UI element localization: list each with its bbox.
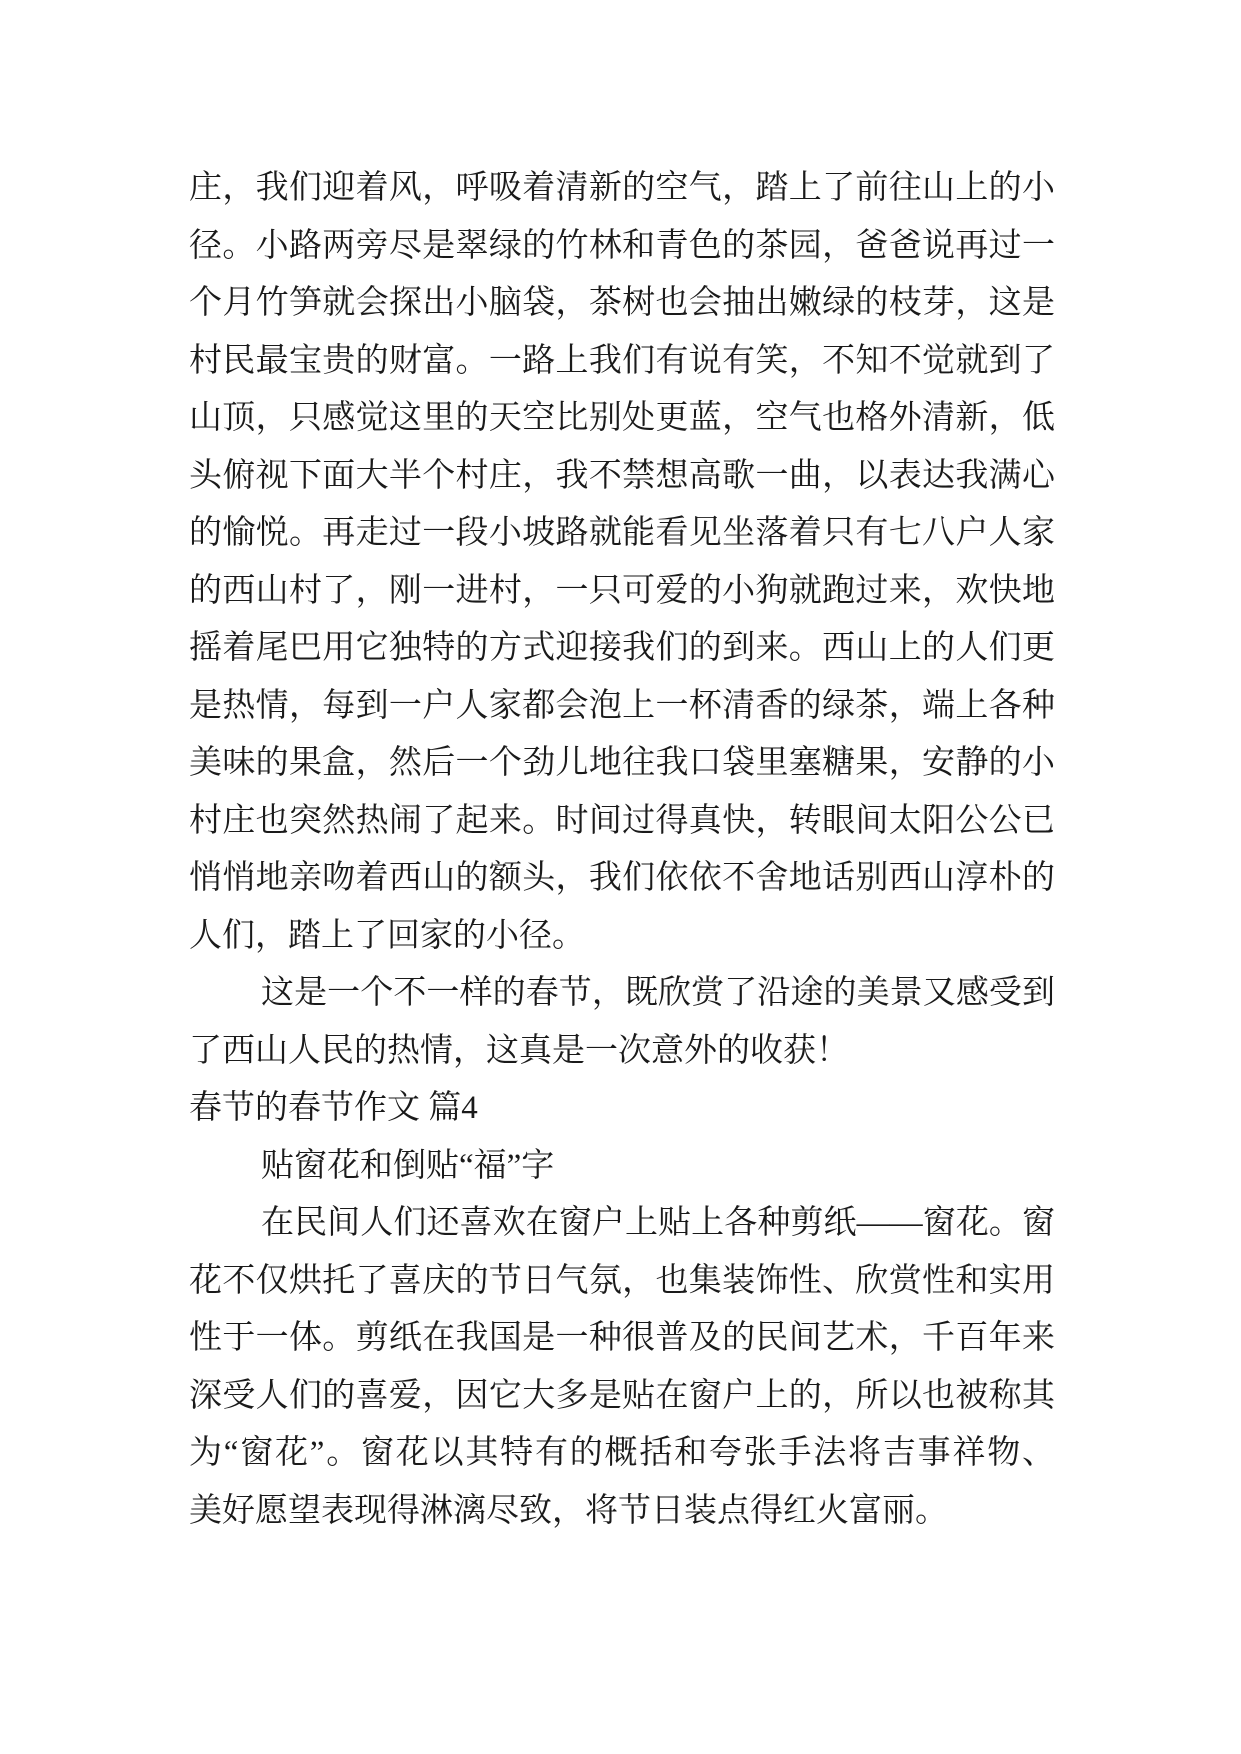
- text-line: 摇着尾巴用它独特的方式迎接我们的到来。西山上的人们更: [189, 630, 1055, 666]
- text-line: 美好愿望表现得淋漓尽致，将节日装点得红火富丽。: [189, 1492, 948, 1529]
- text-line: 个月竹笋就会探出小脑袋，茶树也会抽出嫩绿的枝芽，这是: [189, 285, 1055, 321]
- text-line: 人们，踏上了回家的小径。: [189, 917, 585, 954]
- text-line: 花不仅烘托了喜庆的节日气氛，也集装饰性、欣赏性和实用: [189, 1262, 1055, 1299]
- text-line: 深受人们的喜爱，因它大多是贴在窗户上的，所以也被称其: [189, 1377, 1055, 1414]
- text-line: 是热情，每到一户人家都会泡上一杯清香的绿茶，端上各种: [189, 687, 1055, 724]
- text-line: 悄悄地亲吻着西山的额头，我们依依不舍地话别西山淳朴的: [189, 860, 1055, 896]
- text-line: 头俯视下面大半个村庄，我不禁想高歌一曲，以表达我满心: [189, 457, 1055, 494]
- text-line: 了西山人民的热情，这真是一次意外的收获！: [189, 1032, 849, 1069]
- text-line: 山顶，只感觉这里的天空比别处更蓝，空气也格外清新，低: [189, 400, 1055, 436]
- text-line: 在民间人们还喜欢在窗户上贴上各种剪纸——窗花。窗: [261, 1205, 1055, 1241]
- text-line: 村庄也突然热闹了起来。时间过得真快，转眼间太阳公公已: [189, 802, 1055, 839]
- text-line: 庄，我们迎着风，呼吸着清新的空气，踏上了前往山上的小: [189, 170, 1055, 206]
- text-line: 径。小路两旁尽是翠绿的竹林和青色的茶园，爸爸说再过一: [189, 227, 1055, 264]
- text-line: 性于一体。剪纸在我国是一种很普及的民间艺术，千百年来: [189, 1320, 1055, 1356]
- document-body: [189, 160, 1055, 1540]
- text-line: 这是一个不一样的春节，既欣赏了沿途的美景又感受到: [261, 975, 1055, 1011]
- text-line: 的愉悦。再走过一段小坡路就能看见坐落着只有七八户人家: [189, 515, 1055, 551]
- text-line: 村民最宝贵的财富。一路上我们有说有笑，不知不觉就到了: [189, 342, 1055, 379]
- text-line: 贴窗花和倒贴“福”字: [261, 1147, 555, 1184]
- text-line: 美味的果盒，然后一个劲儿地往我口袋里塞糖果，安静的小: [189, 745, 1055, 781]
- section-heading: 春节的春节作文 篇4: [189, 1090, 478, 1126]
- text-line: 为“窗花”。窗花以其特有的概括和夸张手法将吉事祥物、: [189, 1435, 1055, 1471]
- text-line: 的西山村了，刚一进村，一只可爱的小狗就跑过来，欢快地: [189, 572, 1055, 609]
